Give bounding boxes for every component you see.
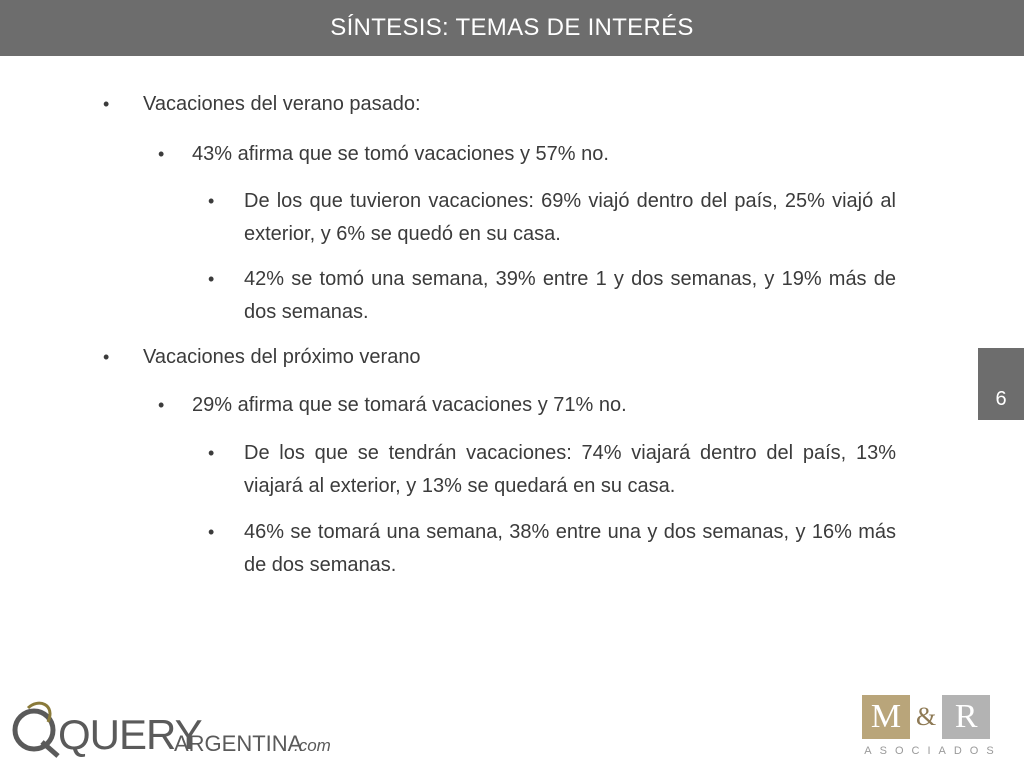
page-number: 6: [995, 387, 1007, 410]
mr-logo-m: M: [862, 695, 910, 739]
bullet-text: Vacaciones del verano pasado:: [143, 93, 421, 115]
bullet-text: 42% se tomó una semana, 39% entre 1 y dos semanas, y 19% más de dos semanas.: [244, 268, 896, 323]
page-number-tab: [978, 348, 1024, 420]
query-logo-suffix: .com: [294, 736, 331, 755]
bullet-item: [103, 88, 903, 121]
bullet-item: [208, 263, 896, 329]
bullet-text: De los que se tendrán vacaciones: 74% viajará dentro del país, 13% viajará al exterior, y 13% se quedará en su casa.: [244, 442, 896, 497]
bullet-item: [103, 341, 903, 374]
mr-logo-amp: &: [916, 702, 937, 731]
bullet-dot-icon: •: [103, 94, 110, 114]
mr-logo-r: R: [942, 695, 990, 739]
query-logo-main: QUERY: [58, 711, 202, 758]
query-logo-sub: ARGENTINA: [174, 731, 303, 756]
slide-title: SÍNTESIS: TEMAS DE INTERÉS: [330, 14, 694, 41]
bullet-dot-icon: •: [158, 395, 165, 415]
bullet-item: [208, 516, 896, 582]
bullet-text: De los que tuvieron vacaciones: 69% viajó dentro del país, 25% viajó al exterior, y 6% se quedó en su casa.: [244, 190, 896, 245]
mr-logo-sub: ASOCIADOS: [864, 745, 1002, 757]
bullet-text: 29% afirma que se tomará vacaciones y 71% no.: [192, 394, 627, 416]
bullet-item: [208, 437, 896, 503]
bullet-dot-icon: •: [103, 347, 110, 367]
bullet-dot-icon: •: [208, 191, 215, 211]
bullet-dot-icon: •: [208, 269, 215, 289]
bullet-text: 43% afirma que se tomó vacaciones y 57% no.: [192, 143, 609, 165]
query-argentina-logo: [8, 700, 348, 760]
bullet-text: Vacaciones del próximo verano: [143, 346, 421, 368]
mr-asociados-logo: [858, 695, 1008, 765]
bullet-item: [158, 389, 902, 422]
bullet-dot-icon: •: [208, 443, 215, 463]
bullet-dot-icon: •: [208, 522, 215, 542]
bullet-dot-icon: •: [158, 144, 165, 164]
bullet-text: 46% se tomará una semana, 38% entre una y dos semanas, y 16% más de dos semanas.: [244, 521, 896, 576]
bullet-item: [158, 138, 902, 171]
bullet-item: [208, 185, 896, 251]
title-bar: [0, 0, 1024, 56]
